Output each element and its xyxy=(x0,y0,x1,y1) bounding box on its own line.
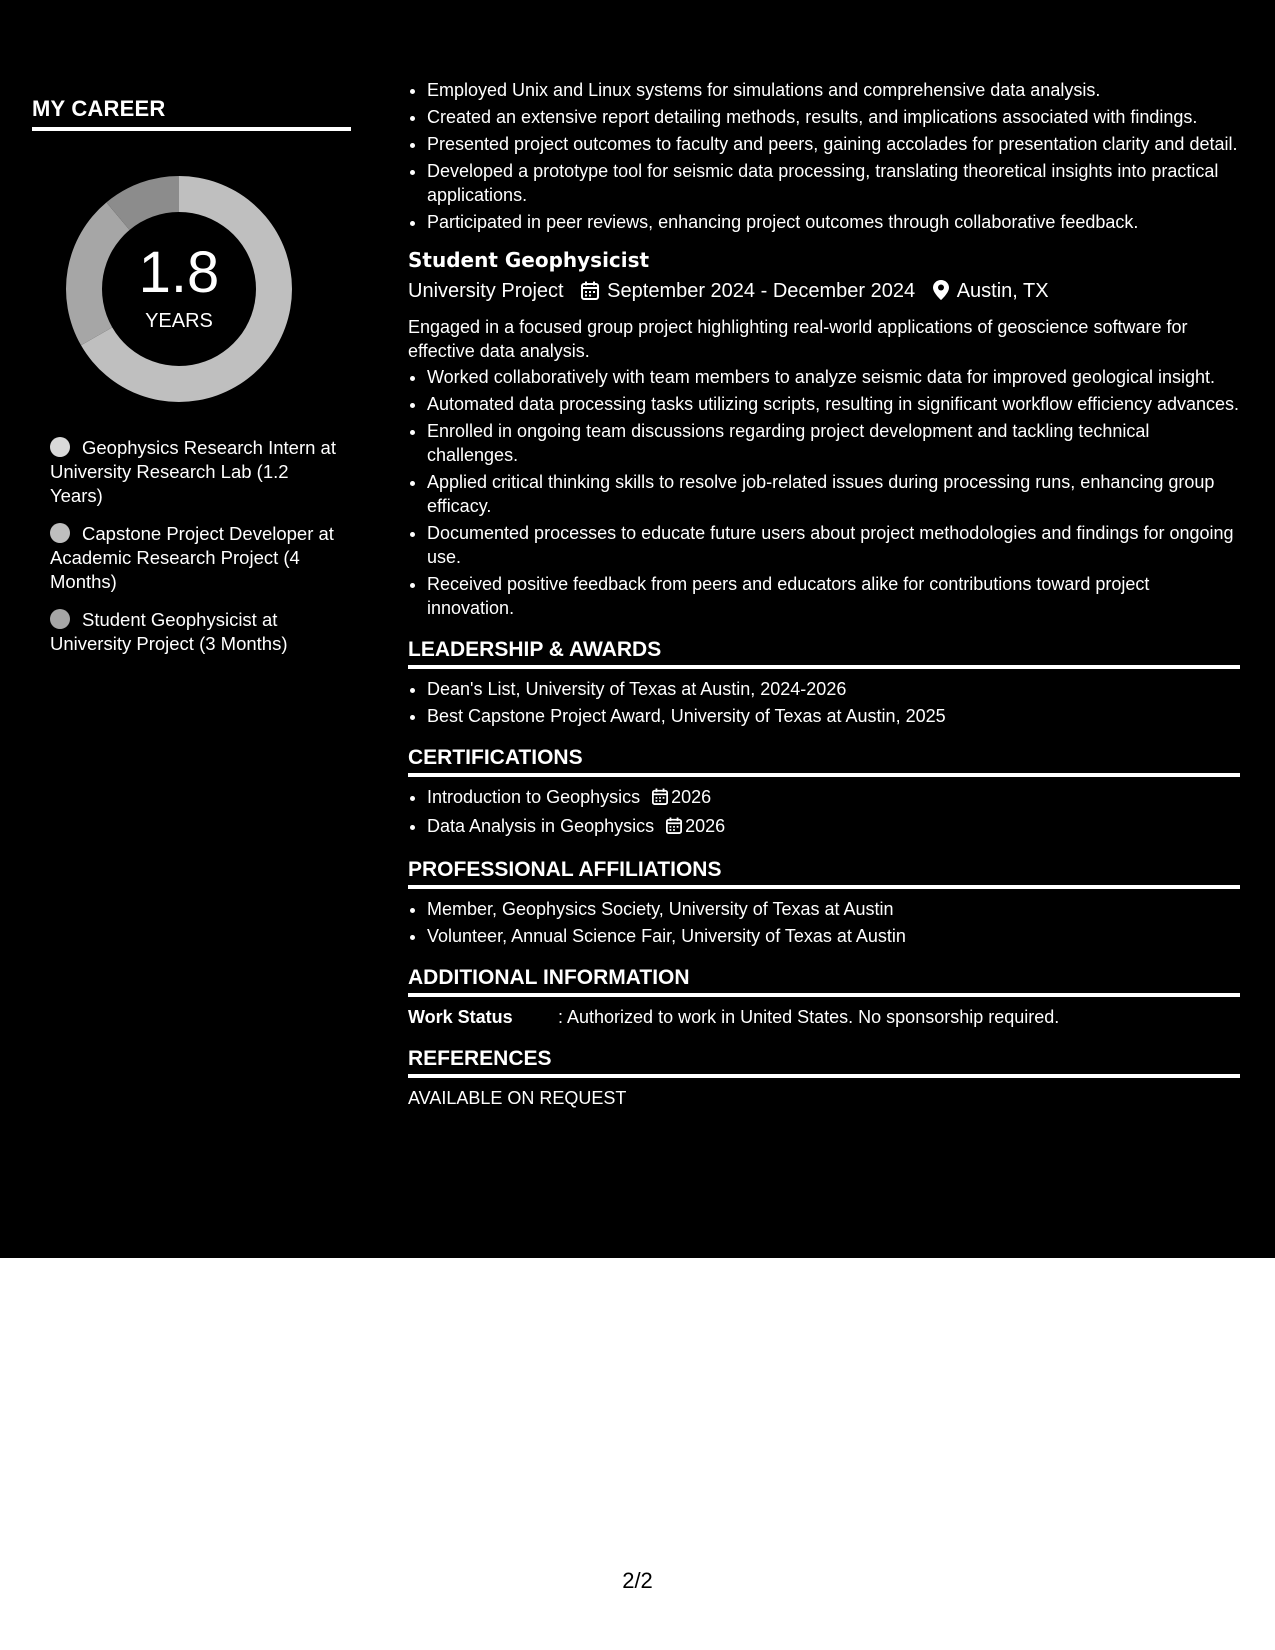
career-item xyxy=(50,522,340,594)
donut-value: 1.8 xyxy=(138,240,220,305)
bullet-item: • Developed a prototype tool for seismic data processing, translating theoretical insights into practical applications. xyxy=(427,159,1240,207)
certification-name: Data Analysis in Geophysics xyxy=(427,816,655,836)
location-pin-icon xyxy=(933,280,949,307)
affiliations-list xyxy=(408,897,1240,948)
sidebar xyxy=(32,96,351,654)
job-meta xyxy=(408,278,1240,307)
award-item: • Dean's List, University of Texas at Austin, 2024-2026 xyxy=(427,677,1240,701)
career-item xyxy=(50,436,340,508)
references-heading: REFERENCES xyxy=(408,1047,1240,1078)
bullet-item: • Received positive feedback from peers and educators alike for contributions toward project innovation. xyxy=(427,572,1240,620)
certifications-heading: CERTIFICATIONS xyxy=(408,746,1240,777)
career-list xyxy=(50,436,340,670)
bullet-item: • Documented processes to educate future users about project methodologies and findings for ongoing use. xyxy=(427,521,1240,569)
bullet-item: • Enrolled in ongoing team discussions regarding project development and tackling technical challenges. xyxy=(427,419,1240,467)
work-status-value: : Authorized to work in United States. No sponsorship required. xyxy=(558,1007,1060,1027)
job-description: Engaged in a focused group project highlighting real-world applications of geoscience software for effective data analysis. xyxy=(408,317,1188,361)
career-dot-icon xyxy=(50,523,70,543)
leadership-list xyxy=(408,677,1240,728)
bullet-item: • Participated in peer reviews, enhancing project outcomes through collaborative feedback. xyxy=(427,210,1240,234)
additional-info-heading: ADDITIONAL INFORMATION xyxy=(408,966,1240,997)
affiliation-item: • Member, Geophysics Society, University of Texas at Austin xyxy=(427,897,1240,921)
donut-center xyxy=(66,176,292,402)
bullet-item: • Employed Unix and Linux systems for simulations and comprehensive data analysis. xyxy=(427,78,1240,102)
donut-unit: YEARS xyxy=(145,310,213,332)
job-company: University Project xyxy=(408,280,564,302)
page-number: 2/2 xyxy=(622,1568,653,1593)
job-bullets xyxy=(408,365,1240,620)
career-dot-icon xyxy=(50,609,70,629)
bullet-item: • Applied critical thinking skills to resolve job-related issues during processing runs, enhancing group efficacy. xyxy=(427,470,1240,518)
career-heading: MY CAREER xyxy=(32,96,351,131)
calendar-icon xyxy=(581,281,599,307)
career-item xyxy=(50,608,340,656)
leadership-heading: LEADERSHIP & AWARDS xyxy=(408,638,1240,669)
work-status-row xyxy=(408,1005,1240,1029)
references-text: AVAILABLE ON REQUEST xyxy=(408,1088,627,1108)
main-content xyxy=(408,78,1240,1110)
bullet-item: • Automated data processing tasks utilizing scripts, resulting in significant workflow efficiency advances. xyxy=(427,392,1240,416)
certification-item xyxy=(427,814,1240,840)
certification-year: 2026 xyxy=(671,787,712,807)
previous-job-bullets xyxy=(408,78,1240,234)
certifications-list xyxy=(408,785,1240,840)
certification-year: 2026 xyxy=(685,816,726,836)
certification-name: Introduction to Geophysics xyxy=(427,787,641,807)
affiliations-heading: PROFESSIONAL AFFILIATIONS xyxy=(408,858,1240,889)
career-donut-chart xyxy=(66,176,292,402)
affiliation-item: • Volunteer, Annual Science Fair, University of Texas at Austin xyxy=(427,924,1240,948)
certification-item xyxy=(427,785,1240,811)
job-dates: September 2024 - December 2024 xyxy=(607,280,916,302)
calendar-icon xyxy=(652,787,668,811)
bullet-item: • Worked collaboratively with team members to analyze seismic data for improved geological insight. xyxy=(427,365,1240,389)
career-dot-icon xyxy=(50,437,70,457)
career-item-text: Capstone Project Developer at Academic Research Project (4 Months) xyxy=(50,523,334,592)
bullet-item: • Created an extensive report detailing methods, results, and implications associated with findings. xyxy=(427,105,1240,129)
career-item-text: Geophysics Research Intern at University Research Lab (1.2 Years) xyxy=(50,437,336,506)
job-location: Austin, TX xyxy=(956,280,1049,302)
award-item: • Best Capstone Project Award, University of Texas at Austin, 2025 xyxy=(427,704,1240,728)
career-item-text: Student Geophysicist at University Project (3 Months) xyxy=(50,609,288,654)
job-title: Student Geophysicist xyxy=(408,248,650,272)
calendar-icon xyxy=(666,816,682,840)
bullet-item: • Presented project outcomes to faculty and peers, gaining accolades for presentation clarity and detail. xyxy=(427,132,1240,156)
work-status-label: Work Status xyxy=(408,1007,513,1027)
